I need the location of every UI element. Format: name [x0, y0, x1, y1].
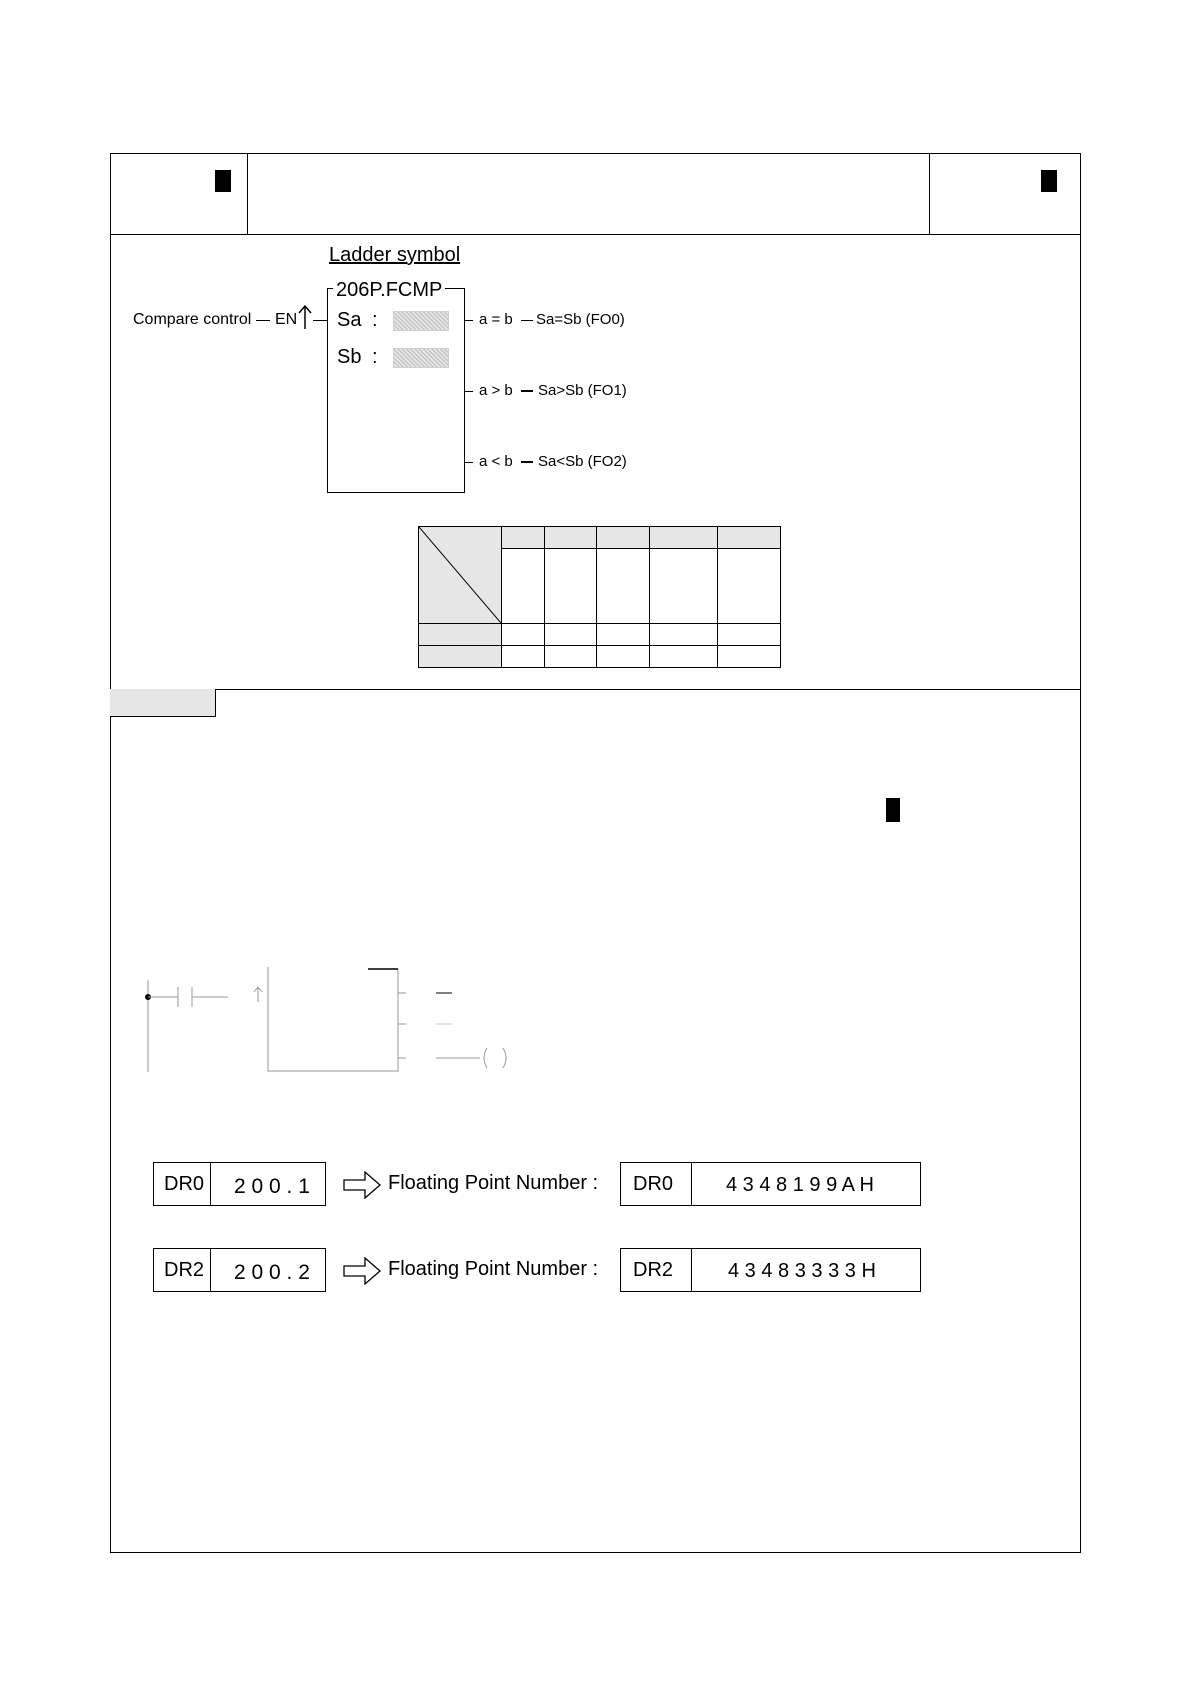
table-subheader-cell — [502, 549, 545, 624]
example-ladder-diagram — [140, 960, 520, 1080]
operand-a-colon: : — [372, 309, 378, 331]
header-marker-left — [215, 170, 231, 192]
table-row-header — [419, 624, 502, 646]
output-eq-flag: Sa=Sb (FO0) — [536, 311, 625, 328]
output-stub-lt — [465, 462, 473, 463]
enable-label: EN — [275, 311, 298, 328]
table-subheader-cell — [718, 549, 781, 624]
operand-b-colon: : — [372, 346, 378, 368]
table-cell — [718, 646, 781, 668]
register-box-divider — [210, 1248, 211, 1292]
table-cell — [649, 646, 718, 668]
table-cell — [597, 646, 650, 668]
result-register-label: DR0 — [633, 1173, 674, 1195]
compare-control-label: Compare control — [133, 311, 252, 328]
operand-a-label: Sa — [337, 309, 362, 331]
output-gt-flag: Sa>Sb (FO1) — [538, 382, 627, 399]
output-lt-flag: Sa<Sb (FO2) — [538, 453, 627, 470]
table-header-cell — [718, 527, 781, 549]
output-stub-gt — [465, 391, 473, 392]
table-row-header — [419, 646, 502, 668]
header-marker-right — [1041, 170, 1057, 192]
rising-edge-arrow-icon — [298, 304, 312, 330]
register-label: DR0 — [164, 1173, 205, 1195]
function-name: 206P.FCMP — [333, 279, 445, 302]
operand-table — [418, 526, 781, 668]
output-stub-eq — [465, 320, 473, 321]
hollow-right-arrow-icon — [343, 1171, 381, 1199]
output-gt-dash — [521, 390, 533, 392]
section-divider — [110, 689, 1081, 690]
enable-stub — [313, 320, 327, 321]
hollow-right-arrow-icon — [343, 1257, 381, 1285]
operand-b-slot — [393, 348, 449, 368]
decimal-value: 2 0 0 . 2 — [234, 1261, 310, 1284]
table-cell — [544, 624, 597, 646]
output-eq-condition: a = b — [479, 311, 513, 328]
table-cell — [597, 624, 650, 646]
section-tab — [110, 689, 216, 717]
operand-b-label: Sb — [337, 346, 362, 368]
table-subheader-cell — [597, 549, 650, 624]
table-cell — [544, 646, 597, 668]
hex-value: 4 3 4 8 3 3 3 3 H — [728, 1260, 876, 1282]
table-cell — [502, 646, 545, 668]
decimal-value: 2 0 0 . 1 — [234, 1175, 310, 1198]
result-box-divider — [691, 1248, 692, 1292]
table-row — [419, 624, 781, 646]
table-cell — [502, 624, 545, 646]
output-lt-condition: a < b — [479, 453, 513, 470]
header-divider-left — [247, 153, 248, 235]
table-header-cell — [649, 527, 718, 549]
page-frame — [110, 153, 1081, 1553]
ladder-heading: Ladder symbol — [329, 244, 461, 266]
table-corner-cell — [419, 527, 502, 624]
result-box-divider — [691, 1162, 692, 1206]
input-dash — [256, 320, 270, 321]
register-box-divider — [210, 1162, 211, 1206]
section-marker — [886, 798, 900, 822]
floating-point-label: Floating Point Number : — [388, 1172, 599, 1194]
diagonal-line — [419, 527, 501, 623]
header-bottom-rule — [110, 234, 1081, 235]
output-eq-dash — [521, 320, 533, 321]
hex-value: 4 3 4 8 1 9 9 A H — [726, 1174, 874, 1196]
register-label: DR2 — [164, 1259, 205, 1281]
table-row — [419, 646, 781, 668]
table-header-cell — [597, 527, 650, 549]
table-header-cell — [544, 527, 597, 549]
table-cell — [718, 624, 781, 646]
table-subheader-cell — [544, 549, 597, 624]
output-lt-dash — [521, 461, 533, 463]
operand-a-slot — [393, 311, 449, 331]
table-header-cell — [502, 527, 545, 549]
table-subheader-cell — [649, 549, 718, 624]
table-cell — [649, 624, 718, 646]
result-register-label: DR2 — [633, 1259, 674, 1281]
floating-point-label: Floating Point Number : — [388, 1258, 599, 1280]
output-gt-condition: a > b — [479, 382, 513, 399]
header-divider-right — [929, 153, 930, 235]
